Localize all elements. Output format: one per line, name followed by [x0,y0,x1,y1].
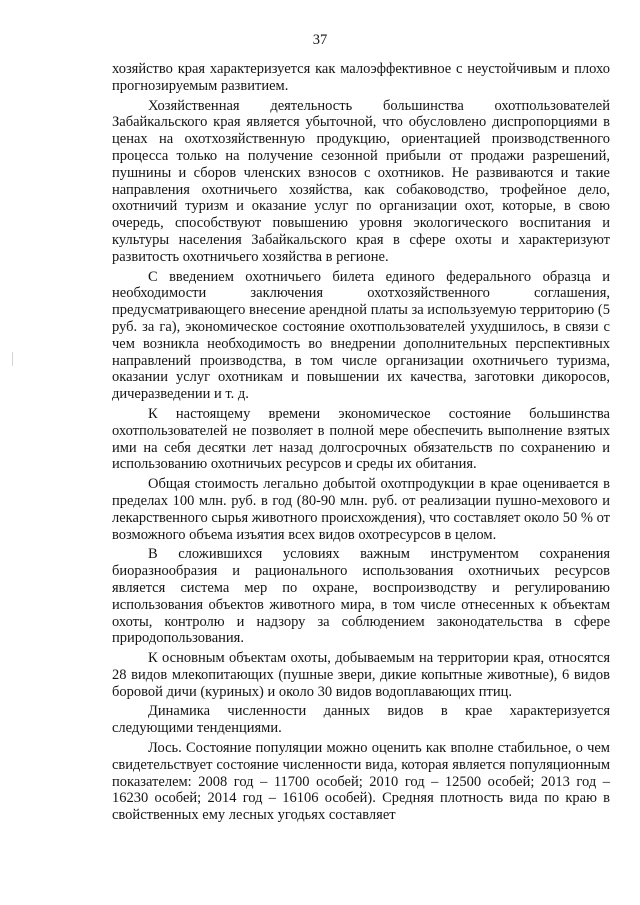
paragraph-continuation: хозяйство края характеризуется как малоэффективное с неустойчивым и плохо прогнозируемым развитием. [112,61,610,94]
paragraph-conservation-tools: В сложившихся условиях важным инструментом сохранения биоразнообразия и рационального использования охотничьих ресурсов является система мер по охране, воспроизводству и регулированию использования объектов животного мира, в том числе отнесенных к объектам охоты, контролю и надзору за соблюдением законодательства в сфере природопользования. [112,546,610,647]
paragraph-moose: Лось. Состояние популяции можно оценить как вполне стабильное, о чем свидетельствует состояние численности вида, которая является популяционным показателем: 2008 год – 11700 особей; 2010 год – 12500 особей; 2013 год – 16230 особей; 2014 год – 16106 особей). Средняя плотность вида по краю в свойственных ему лесных угодьях составляет [112,740,610,824]
paragraph-population-dynamics: Динамика численности данных видов в крае характеризуется следующими тенденциями. [112,703,610,737]
paragraph-economic-activity: Хозяйственная деятельность большинства охотпользователей Забайкальского края является убыточной, что обусловлено диспропорциями в ценах на охотхозяйственную продукцию, ориентацией производственного процесса только на получение сезонной прибыли от продажи разрешений, пушнины и сборов членских взносов с охотников. Не развиваются и такие направления охотничьего хозяйства, как собаководство, трофейное дело, охотничий туризм и оказание услуг по организации охот, которые, в свою очередь, способствуют повышению уровня экологического воспитания и культуры населения Забайкальского края в сфере охоты и характеризуют развитость охотничьего хозяйства в регионе. [112,97,610,265]
paragraph-current-state: К настоящему времени экономическое состояние большинства охотпользователей не позволяет в полной мере обеспечить выполнение взятых ими на себя десятки лет назад долгосрочных обязательств по сохранению и использованию охотничьих ресурсов и среды их обитания. [112,405,610,473]
page-number: 37 [312,32,328,48]
margin-scan-mark [12,352,13,366]
paragraph-total-value: Общая стоимость легально добытой охотпродукции в крае оценивается в пределах 100 млн. руб. в год (80-90 млн. руб. от реализации пушно-мехового и лекарственного сырья животного происхождения), что составляет около 50 % от возможного объема изъятия всех видов охотресурсов в целом. [112,476,610,543]
document-body [112,61,610,827]
paragraph-hunting-license: С введением охотничьего билета единого федерального образца и необходимости заключения охотхозяйственного соглашения, предусматривающего внесение арендной платы за используемую территорию (5 руб. за га), экономическое состояние охотпользователей ухудшилось, в связи с чем возникла необходимость во внедрении дополнительных перспективных направлений производства, в том числе организации охотничьего туризма, оказании услуг охотникам и повышении их качества, заготовки дикоросов, дичеразведении и т. д. [112,268,610,403]
paragraph-hunting-objects: К основным объектам охоты, добываемым на территории края, относятся 28 видов млекопитающих (пушные звери, дикие копытные животные), 6 видов боровой дичи (куриных) и около 30 видов водоплавающих птиц. [112,650,610,700]
